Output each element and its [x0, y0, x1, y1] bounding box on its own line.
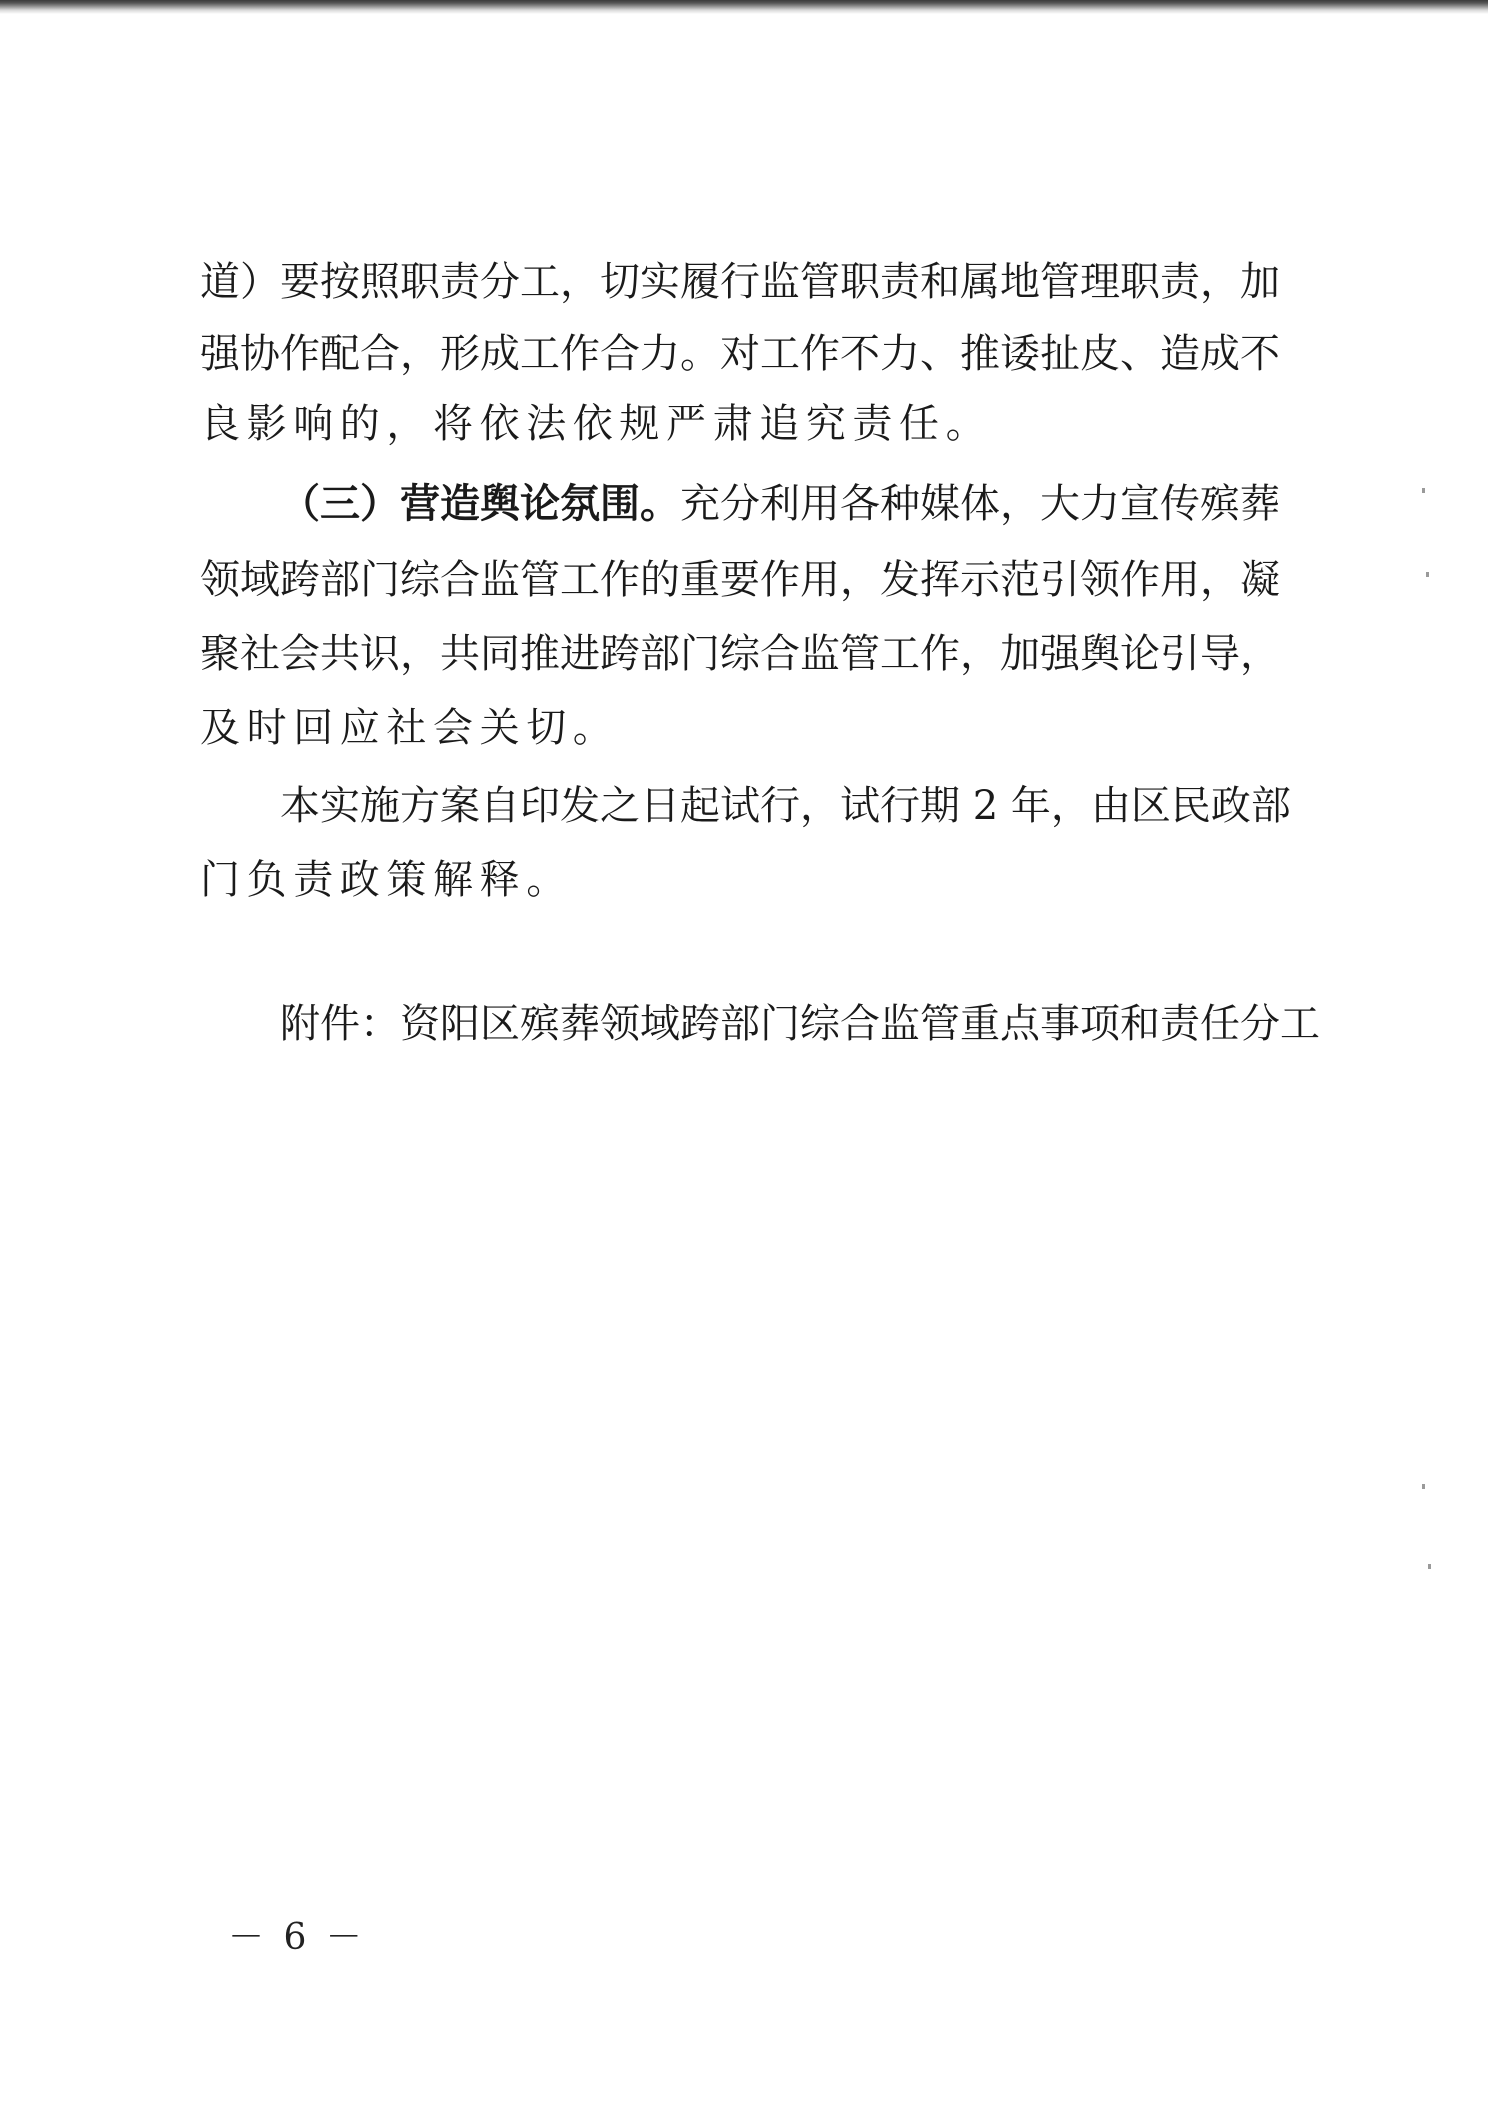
scan-top-edge [0, 0, 1488, 14]
body-line-1: 道）要按照职责分工，切实履行监管职责和属地管理职责，加 [200, 259, 1280, 305]
attachment-note: 附件：资阳区殡葬领域跨部门综合监管重点事项和责任分工 [280, 1001, 1320, 1047]
scan-speck [1428, 1564, 1431, 1569]
page-number: － 6 － [228, 1917, 366, 1958]
closing-line-2: 门负责政策解释。 [200, 857, 573, 903]
section-3-line-2: 领域跨部门综合监管工作的重要作用，发挥示范引领作用，凝 [200, 557, 1280, 603]
scan-speck [1422, 488, 1425, 493]
section-3-line-4: 及时回应社会关切。 [200, 705, 620, 751]
section-3-first-line [280, 480, 1280, 528]
scan-speck [1426, 572, 1429, 577]
closing-line-1: 本实施方案自印发之日起试行，试行期 2 年，由区民政部 [280, 783, 1291, 829]
body-line-3: 良影响的，将依法依规严肃追究责任。 [200, 401, 993, 447]
section-3-text: 充分利用各种媒体，大力宣传殡葬 [680, 481, 1280, 527]
section-3-line-3: 聚社会共识，共同推进跨部门综合监管工作，加强舆论引导， [200, 631, 1280, 677]
section-3-heading: （三）营造舆论氛围。 [280, 481, 680, 527]
body-line-2: 强协作配合，形成工作合力。对工作不力、推诿扯皮、造成不 [200, 331, 1280, 377]
scan-speck [1422, 1484, 1425, 1489]
